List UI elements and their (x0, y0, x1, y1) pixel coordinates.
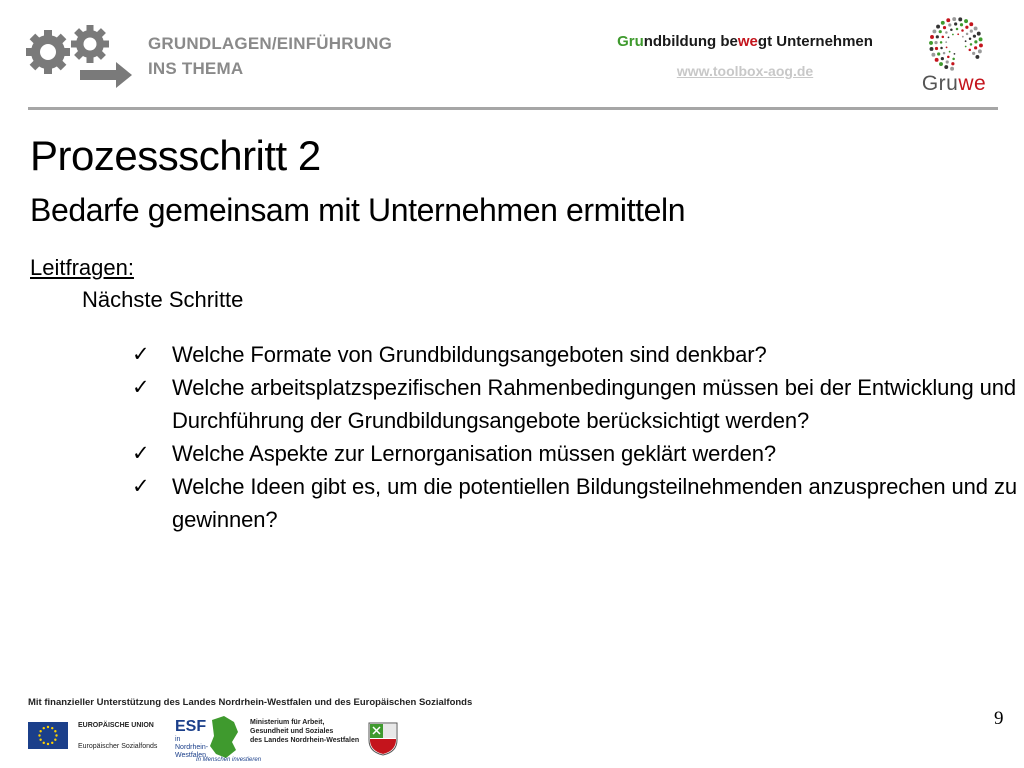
logo-dot (960, 23, 963, 26)
esf-logo-subtext: Nordrhein- (175, 744, 209, 751)
logo-dot (951, 62, 954, 65)
question-list (130, 338, 1020, 536)
logo-dot (979, 37, 983, 41)
logo-dot (975, 55, 979, 59)
logo-text-part: we (958, 72, 987, 95)
section-label-line1: GRUNDLAGEN/EINFÜHRUNG (148, 34, 393, 53)
logo-dot (965, 46, 967, 48)
logo-dot (952, 58, 955, 61)
logo-dot (945, 31, 948, 34)
logo-dot (942, 36, 945, 39)
page-subtitle: Bedarfe gemeinsam mit Unternehmen ermitteln (30, 192, 686, 228)
logo-dot (977, 32, 981, 36)
logo-dot (948, 36, 950, 38)
logo-dot (939, 30, 942, 33)
logo-dot (936, 35, 939, 38)
logo-dot (972, 52, 975, 55)
list-item (130, 371, 1020, 437)
esf-fund-label: Europäischer Sozialfonds (78, 743, 158, 750)
brand-title (560, 33, 930, 50)
ministry-label: Ministerium für Arbeit, (250, 719, 325, 726)
logo-dot (940, 47, 943, 50)
brand-title-part: gt Unternehmen (757, 33, 873, 50)
checkmark-icon: ✓ (132, 474, 150, 498)
section-label (148, 31, 448, 81)
logo-dot (935, 47, 938, 50)
gears-arrow-icon (22, 22, 134, 92)
question-text: Welche Ideen gibt es, um die potentiellen Bildungsteilnehmenden anzusprechen und zu gewinnen? (172, 474, 1017, 532)
question-text: Welche Formate von Grundbildungsangeboten sind denkbar? (172, 342, 767, 367)
logo-dot (944, 65, 948, 69)
logo-dot (974, 27, 978, 31)
brand-title-part: ndbildung be (643, 33, 738, 50)
funding-notice: Mit finanzieller Unterstützung des Landes Nordrhein-Westfalen und des Europäischen Sozialfonds (28, 697, 473, 708)
page-title: Prozessschritt 2 (30, 132, 321, 179)
eu-star (39, 730, 41, 732)
logo-dot (964, 19, 968, 23)
logo-dot (952, 34, 954, 36)
brand-title-part: Gru (617, 33, 644, 50)
logo-dot (929, 41, 933, 45)
logo-dot (932, 29, 936, 33)
eu-star (55, 734, 57, 736)
logo-dot (948, 23, 951, 26)
logo-dot (970, 43, 973, 46)
section-label-line2: INS THEMA (148, 59, 244, 78)
list-item (130, 437, 1020, 470)
logo-dot (937, 52, 940, 55)
logo-dot (931, 53, 935, 57)
logo-dot (957, 33, 959, 35)
logo-dot (974, 46, 977, 49)
checkmark-icon: ✓ (132, 342, 150, 366)
logo-dot (950, 28, 953, 31)
logo-dot (956, 28, 959, 31)
logo-dot (946, 60, 949, 63)
gruwe-logo-icon (918, 16, 990, 72)
nrw-coat-of-arms-icon (368, 722, 398, 756)
esf-logo-subtext: Westfalen (175, 752, 206, 759)
logo-dot (936, 25, 940, 29)
logo-dot (939, 62, 943, 66)
logo-dot (961, 29, 964, 32)
eu-star (39, 739, 41, 741)
logo-dot (952, 17, 956, 21)
question-text: Welche arbeitsplatzspezifischen Rahmenbedingungen müssen bei der Entwicklung und Durchführung der Grundbildungsangebote berücksichtigt werden? (172, 375, 1016, 433)
eu-star (51, 742, 53, 744)
logo-text-part: Gru (921, 72, 959, 95)
logo-dot (945, 41, 947, 43)
guiding-questions-heading: Leitfragen: (30, 255, 134, 280)
checkmark-icon: ✓ (132, 375, 150, 399)
logo-dot (973, 35, 976, 38)
logo-dot (943, 52, 946, 55)
logo-dot (954, 53, 956, 55)
list-item (130, 470, 1020, 536)
logo-dot (962, 36, 964, 38)
logo-dot (949, 51, 951, 53)
esf-logo-text: ESF (175, 718, 207, 735)
eu-star (54, 739, 56, 741)
esf-logo-subtext: in (175, 736, 181, 743)
logo-dot (946, 46, 948, 48)
logo-dot (970, 30, 973, 33)
eu-star (47, 743, 49, 745)
logo-dot (941, 57, 944, 60)
list-item (130, 338, 1020, 371)
eu-star (43, 742, 45, 744)
logo-dot (940, 41, 943, 44)
logo-dot (965, 40, 967, 42)
checkmark-icon: ✓ (132, 441, 150, 465)
logo-dot (935, 58, 939, 62)
ministry-label: Gesundheit und Soziales (250, 728, 334, 735)
logo-text (912, 72, 996, 96)
logo-dot (958, 17, 962, 21)
eu-label: EUROPÄISCHE UNION (78, 722, 154, 729)
next-steps-heading: Nächste Schritte (82, 287, 244, 312)
logo-dot (978, 49, 982, 53)
ministry-label: des Landes Nordrhein-Westfalen (250, 737, 360, 744)
logo-dot (934, 41, 937, 44)
eu-star (47, 726, 49, 728)
logo-dot (946, 18, 950, 22)
logo-dot (969, 49, 972, 52)
eu-star (51, 727, 53, 729)
logo-dot (954, 22, 957, 25)
eu-star (43, 727, 45, 729)
header-divider (28, 107, 998, 110)
logo-dot (930, 47, 934, 51)
logo-dot (969, 22, 973, 26)
logo-dot (930, 35, 934, 39)
eu-flag-icon (28, 722, 68, 749)
eu-star (38, 734, 40, 736)
logo-dot (965, 26, 968, 29)
eu-star (54, 730, 56, 732)
logo-dot (943, 26, 946, 29)
logo-dot (941, 21, 945, 25)
logo-dot (979, 43, 983, 47)
logo-dot (947, 56, 950, 59)
logo-dot (966, 33, 969, 36)
question-text: Welche Aspekte zur Lernorganisation müssen geklärt werden? (172, 441, 777, 466)
page-number: 9 (994, 708, 1004, 729)
brand-url-link[interactable]: www.toolbox-aog.de (676, 63, 814, 79)
logo-dot (950, 67, 954, 71)
esf-slogan: In Menschen investieren (196, 757, 262, 763)
logo-dot (974, 40, 977, 43)
brand-title-part: we (737, 33, 758, 50)
logo-dot (969, 37, 972, 40)
